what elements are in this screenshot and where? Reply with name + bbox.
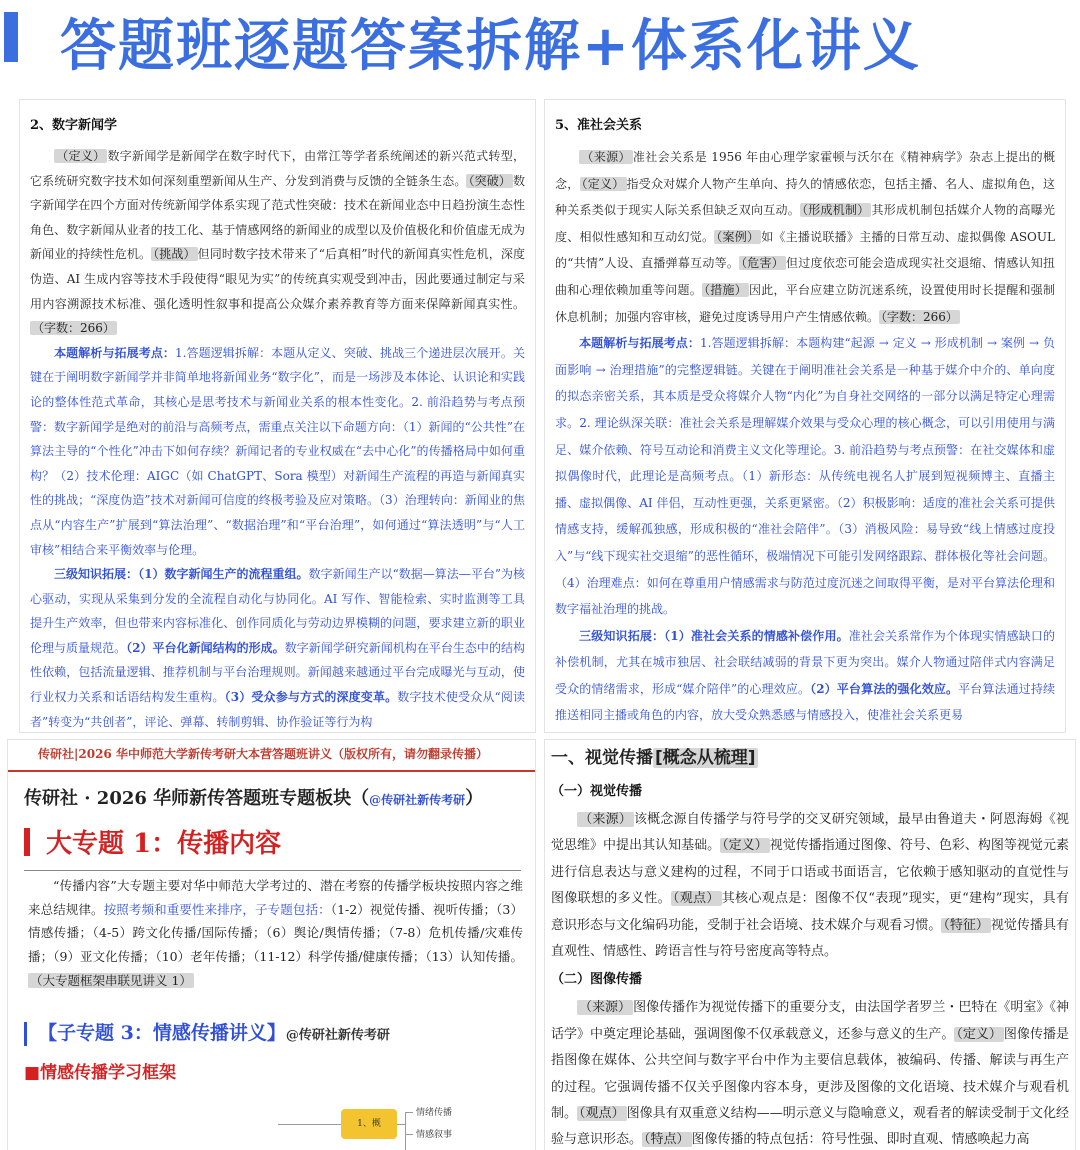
text-segment: 但同时数字技术带来了“后真相”时代的新闻真实性危机，深度伪造、AI 生成内容等技术手段使得“眼见为实”的传统真实观受到冲击，因此要通过制定与采用内容溯源技术标准、强化透明性叙事和提高公众媒介素养教育等方面来保障新闻真实性。 (30, 247, 525, 311)
inline-tag: （危害） (741, 256, 785, 271)
inline-tag: （形成机制） (801, 203, 870, 218)
page-digital-journalism (20, 100, 535, 732)
extension-label: 三级知识拓展： (54, 567, 139, 582)
chapter-title-text: 一、视觉传播 (551, 748, 653, 768)
extension-paragraph (555, 623, 1055, 729)
intro-text-2: （1-2）视觉传播、视听传播；（3）情感传播；（4-5）跨文化传播/国际传播；（6）舆论/舆情传播；（7-8）危机传播/灾难传播；（9）亚文化传播；（10）老年传播；（11-12）科学传播/健康传播；（13）认知传播。 (28, 901, 523, 965)
bold-heading: （1）数字新闻生产的流程重组。 (138, 567, 309, 582)
framework-title: ■情感传播学习框架 (24, 1063, 177, 1083)
text-segment: 但过度依恋可能会造成现实社交退缩、情感认知扭曲和心理依赖加重等问题。 (555, 256, 1055, 297)
text-segment: 数字新闻学研究新闻机构在平台生态中的结构性依赖，包括流量逻辑、推荐机制与平台治理规则。新闻越来越通过平台完成曝光与互动，使行业权力关系和话语结构发生重构。 (30, 640, 525, 705)
topic-title: 大专题 1：传播内容 (46, 829, 282, 859)
course-handle: @传研社新传考研 (369, 793, 466, 807)
extension-text (30, 567, 525, 729)
mindmap-connector (397, 1124, 405, 1125)
inline-tag: （突破） (468, 173, 511, 188)
text-segment: 图像传播是指图像在媒体、公共空间与数字平台中作为主要信息载体，被编码、传播、解读与再生产的过程。它强调传播不仅关乎图像内容本身，更涉及图像的文化语境、技术媒介与观看机制。 (551, 1026, 1069, 1122)
inline-tag: （定义） (956, 1026, 1002, 1042)
inline-tag: （措施） (704, 282, 747, 297)
mindmap-connector (405, 1134, 413, 1135)
subtopic-accent-bar (24, 1022, 27, 1046)
text-segment: 该概念源自传播学与符号学的交叉研究领域，最早由鲁道夫・阿恩海姆《视觉思维》中提出其认知基础。 (551, 812, 1069, 854)
inline-tag: （观点） (579, 1106, 625, 1122)
inline-tag: （来源） (579, 812, 632, 827)
intro-text-1: “传播内容”大专题主要对华中师范大学考过的、潜在考察的传播学板块按照内容之维来总结规律。 (28, 878, 523, 917)
text-segment: 图像传播作为视觉传播下的重要分支，由法国学者罗兰・巴特在《明室》《神话学》中奠定理论基础，强调图像不仅承载意义，还参与意义的生产。 (551, 1000, 1069, 1042)
course-heading-text: 传研社 · 2026 华师新传答题班专题板块（ (24, 788, 370, 809)
extension-label: 三级知识拓展： (579, 628, 665, 643)
section-title: 5、准社会关系 (555, 118, 643, 133)
concept-paragraph (551, 807, 1069, 965)
banner-title: 答题班逐题答案拆解+体系化讲义 (60, 14, 921, 79)
inline-tag: （挑战） (153, 247, 196, 262)
concept-paragraph (551, 995, 1069, 1150)
inline-tag: （定义） (581, 176, 625, 191)
text-segment: 如《主播说联播》主播的日常互动、虚拟偶像 ASOUL 的“共情”人设、直播弹幕互动等。 (555, 229, 1055, 271)
text-segment: 数字技术使受众从“阅读者”转变为“共创者”，评论、弹幕、转制剪辑、协作验证等行为构 (30, 690, 525, 729)
text-segment: 其核心观点是：图像不仅“表现”现实，更“建构”现实，具有意识形态与文化编码功能，受制于社会语境、技术媒介与观看习惯。 (551, 891, 1069, 933)
mindmap-connector (278, 1124, 341, 1125)
bold-heading: （1）准社会关系的情感补偿作用。 (664, 628, 849, 643)
section-title: 2、数字新闻学 (30, 118, 118, 133)
inline-tag: （字数：266） (881, 309, 958, 324)
subtopic-handle: @传研社新传考研 (285, 1028, 390, 1043)
text-segment: 视觉传播指通过图像、符号、色彩、构图等视觉元素进行信息表达与意义建构的过程，不同于口语或书面语言，它依赖于感知驱动的直觉性与图像联想的多义性。 (551, 838, 1069, 907)
bold-heading: （2）平台算法的强化效应。 (810, 681, 959, 696)
subsection-title: （二）图像传播 (551, 972, 643, 988)
text-segment: 数字新闻生产以“数据—算法—平台”为核心驱动，实现从采集到分发的全流程自动化与协同化。AI 写作、智能检索、实时监测等工具提升生产效率，但也带来内容标准化、创作同质化与劳动边界模糊的问题，要求建立新的职业伦理与质量规范。 (30, 567, 525, 655)
inline-tag: （来源） (579, 1000, 632, 1016)
page-parasocial-relation (545, 100, 1065, 732)
text-segment: 数字新闻学在四个方面对传统新闻学体系实现了范式性突破：技术在新闻业态中日趋扮演生态性角色、数字新闻从业者的技工化、基于情感网络的新闻业的成型以及价值极化和价值虚无成为新闻业的持续性危机。 (30, 173, 525, 262)
inline-tag: （定义） (722, 838, 768, 854)
mindmap-leaf: 情绪传播 (416, 1108, 453, 1118)
text-segment: 准社会关系是 1956 年由心理学家霍顿与沃尔在《精神病学》杂志上提出的概念， (555, 150, 1055, 191)
chapter-title-tag: [概念从梳理] (655, 748, 756, 768)
page-visual-communication (545, 740, 1075, 1150)
inline-tag: （案例） (716, 229, 760, 244)
text-segment: 平台算法通过持续推送相同主播或角色的内容，放大受众熟悉感与情感投入，使准社会关系更易 (555, 681, 1055, 723)
mindmap-node: 1、概 (341, 1109, 397, 1139)
copyright-header (8, 740, 535, 772)
topic-accent-bar (24, 828, 30, 856)
text-segment: 指受众对媒介人物产生单向、持久的情感依恋，包括主播、名人、虚拟角色，这种关系类似于现实人际关系但缺乏双向互动。 (555, 176, 1055, 218)
text-segment: 准社会关系常作为个体现实情感缺口的补偿机制，尤其在城市独居、社会联结减弱的背景下更为突出。媒介人物通过陪伴式内容满足受众的情绪需求，形成“媒介陪伴”的心理效应。 (555, 628, 1055, 696)
analysis-label: 本题解析与拓展考点： (54, 345, 175, 360)
banner-accent-bar (4, 12, 18, 62)
analysis-paragraph (555, 330, 1055, 623)
text-segment: 图像传播的特点包括：符号性强、即时直观、情感唤起力高 (691, 1132, 1030, 1148)
topic-intro (28, 874, 523, 993)
subsection-title: （一）视觉传播 (551, 784, 643, 799)
extension-paragraph (30, 562, 525, 732)
text-segment: 其形成机制包括媒介人物的高曝光度、相似性感知和互动幻觉。 (555, 203, 1055, 244)
text-segment: 图像具有双重意义结构——明示意义与隐喻意义，观看者的解读受制于文化经验与意识形态。 (551, 1106, 1069, 1148)
inline-tag: （来源） (581, 150, 631, 164)
inline-tag: （字数：266） (32, 321, 115, 336)
inline-tag: （定义） (56, 149, 106, 163)
inline-tag: （特点） (644, 1132, 690, 1148)
copyright-text: 传研社|2026 华中师范大学新传考研大本营答题班讲义（版权所有，请勿翻录传播） (38, 747, 488, 761)
page-banner (0, 0, 1080, 90)
page-course-cover (8, 740, 535, 1150)
mindmap-leaf: 情感叙事 (416, 1130, 453, 1140)
inline-tag: （特征） (943, 917, 989, 933)
analysis-label: 本题解析与拓展考点： (579, 336, 700, 351)
mindmap-connector (405, 1112, 413, 1113)
subtopic-text: 【子专题 3：情感传播讲义】 (38, 1022, 286, 1044)
text-segment: 因此，平台应建立防沉迷系统，设置使用时长提醒和强制休息机制；加强内容审核，避免过度诱导用户产生情感依赖。 (555, 282, 1055, 324)
analysis-paragraph (30, 341, 525, 562)
answer-paragraph (30, 144, 525, 341)
divider (24, 870, 521, 871)
text-segment: 视觉传播具有直观性、情感性、跨语言性与符号密度高等特点。 (551, 917, 1069, 960)
subtopic-title (38, 1018, 390, 1045)
answer-paragraph (555, 144, 1055, 330)
intro-tag: （大专题框架串联见讲义 1） (30, 972, 192, 988)
bold-heading: （3）受众参与方式的深度变革。 (224, 690, 398, 705)
course-heading-end: ） (465, 788, 484, 809)
text-segment: 数字新闻学是新闻学在数字时代下，由常江等学者系统阐述的新兴范式转型，它系统研究数字技术如何深刻重塑新闻从生产、分发到消费与反馈的全链条生态。 (30, 149, 525, 188)
bold-heading: （2）平台化新闻结构的形成。 (126, 640, 285, 655)
mindmap-connector (405, 1112, 406, 1150)
course-heading (24, 784, 483, 810)
chapter-title (551, 743, 1069, 773)
inline-tag: （观点） (672, 891, 720, 907)
analysis-text: 1.答题逻辑拆解：本题构建“起源 → 定义 → 形成机制 → 案例 → 负面影响 → 治理措施”的完整逻辑链。关键在于阐明准社会关系是一种基于媒介中介的、单向度的拟态亲密关系，其本质是受众将媒介人物“内化”为自身社交网络的一部分以满足特定心理需求。2. 理论纵深关联：准社会关系是理解媒介效果与受众心理的核心概念，可以引用使用与满足、媒介依赖、符号互动论和消费主义文化等理论。3. 前沿趋势与考点预警：在社交媒体和虚拟偶像时代，此理论是高频考点。（1）新形态：从传统电视名人扩展到短视频博主、直播主播、虚拟偶像、AI 伴侣，互动性更强，关系更紧密。（2）积极影响：适度的准社会关系可提供情感支持，缓解孤独感，形成积极的“准社会陪伴”。（3）消极风险：易导致“线上情感过度投入”与“线下现实社交退缩”的恶性循环，极端情况下可能引发网络跟踪、群体极化等社会问题。（4）治理难点：如何在尊重用户情感需求与防范过度沉迷之间取得平衡，是对平台算法伦理和数字福祉治理的挑战。 (555, 336, 1055, 617)
analysis-text: 1.答题逻辑拆解：本题从定义、突破、挑战三个递进层次展开。关键在于阐明数字新闻学并非简单地将新闻业务“数字化”，而是一场涉及本体论、认识论和实践论的整体性范式革命，其核心是思考技术与新闻业关系的根本性变化。2. 前沿趋势与考点预警：数字新闻学是绝对的前沿与高频考点，需重点关注以下命题方向：（1）新闻的“公共性”在算法主导的“个性化”冲击下如何存续？新闻记者的专业权威在“去中心化”的传播格局中如何重构？（2）技术伦理：AIGC（如 ChatGPT、Sora 模型）对新闻生产流程的再造与新闻真实性的挑战；“深度伪造”技术对新闻可信度的终极考验及应对策略。（3）治理转向：新闻业的焦点从“内容生产”扩展到“算法治理”、“数据治理”和“平台治理”，如何通过“算法透明”与“人工审核”相结合来平衡效率与伦理。 (30, 345, 525, 557)
intro-blue-text: 按照考频和重要性来排序，子专题包括： (103, 901, 331, 917)
